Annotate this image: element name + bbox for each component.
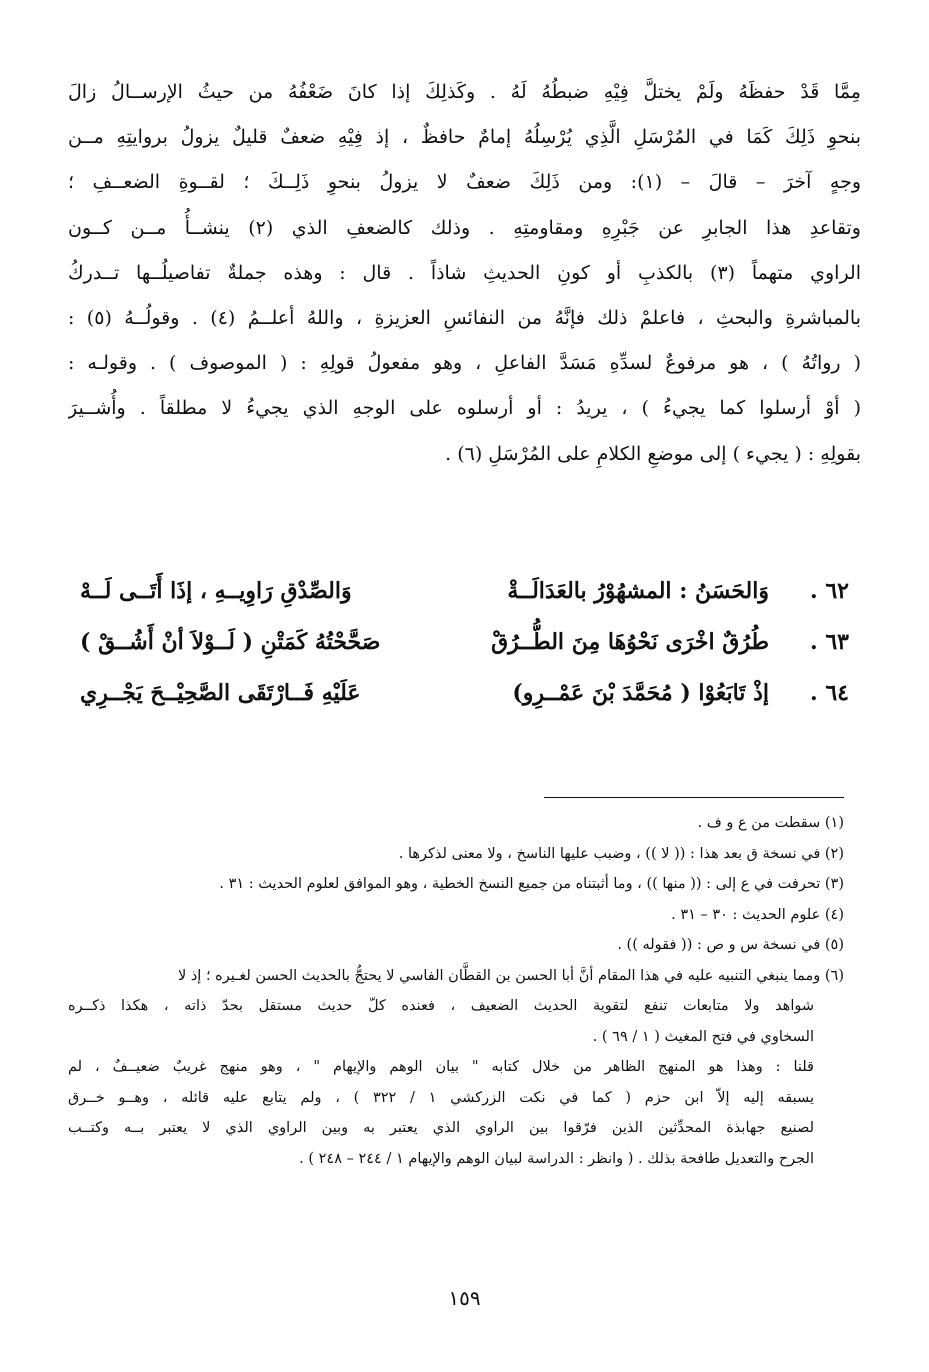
footnote-6-continuation: لصنيع جهابذة المحدِّثين الذين فرّقوا بين الراوي الذي يعتبر به وبين الراوي الذي لا يعتبر بــه وكتــب [68, 1120, 814, 1136]
text-line: بقولِهِ : ( يجيء ) إلى موضعِ الكلامِ على المُرْسَلِ (٦) . [445, 442, 861, 465]
verse-first-hemistich: طُرُقٌ اخْرَى نَحْوُهَا مِنَ الطُّــرُقْ [491, 629, 769, 655]
verse-64 [80, 668, 849, 719]
text-line: بالمباشرةِ والبحثِ ، فاعلمْ ذلك فإنَّهُ من النفائسِ العزيزةِ ، واللهُ أعلــمُ (٤) . وقولُــهُ (٥) : [68, 307, 861, 330]
page-number: ١٥٩ [448, 1286, 481, 1310]
footnote-divider [544, 797, 844, 798]
text-line: ( رواتُهُ ) ، هو مرفوعٌ لسدِّهِ مَسَدَّ الفاعلِ ، وهو مفعولُ قولِهِ : ( الموصوف ) . وقولـه : [68, 352, 861, 375]
footnote-6-continuation: الجرح والتعديل طافحة بذلك . ( وانظر : الدراسة لبيان الوهم والإيهام ١ / ٢٤٤ – ٢٤٨ ) . [299, 1150, 814, 1167]
footnote-6-continuation: السخاوي في فتح المغيث ( ١ / ٦٩ ) . [592, 1028, 814, 1045]
footnote-6-continuation: قلنا : وهذا هو المنهج الظاهر من خلال كتابه " بيان الوهم والإيهام " ، وهو منهج غريبٌ ضعيــفٌ ، لم [68, 1059, 814, 1075]
verse-number: ٦٢ . [810, 578, 849, 604]
commentary-text [68, 70, 861, 477]
text-line: وتقاعدِ هذا الجابرِ عن جَبْرِهِ ومقاومتِهِ . وذلك كالضعفِ الذي (٢) ينشــأُ مــن كــون [68, 216, 861, 239]
text-line: بنحوِ ذَلِكَ كَمَا في المُرْسَلِ الَّذِي يُرْسِلُهُ إمامٌ حافظٌ ، إذ فِيْهِ ضعفٌ قليلٌ يزولُ بروايتِهِ مــن [68, 126, 861, 149]
poem-verses [80, 566, 849, 719]
footnote-1: (١) سقطت من ع و ف . [697, 815, 844, 831]
text-line: ( أوْ أرسلوا كما يجيءُ ) ، يريدُ : أو أرسلوه على الوجهِ الذي يجيءُ لا مطلقاً . وأُشــيرَ [68, 397, 861, 420]
verse-62 [80, 566, 849, 617]
footnote-6-continuation: شواهد ولا متابعات تنفع لتقوية الحديث الضعيف ، فعنده كلّ حديث مستقل بحدّ ذاته ، هكذا ذكــره [68, 998, 814, 1014]
verse-second-hemistich: عَلَيْهِ فَــارْتَقَى الصَّحِيْــحَ يَجْــرِي [80, 680, 361, 706]
verse-63 [80, 617, 849, 668]
footnote-5: (٥) في نسخة س و ص : (( فقوله )) . [617, 937, 844, 953]
footnotes [68, 808, 844, 1174]
text-line: وجهٍ آخرَ – قالَ – (١): ومن ذَلِكَ ضعفٌ لا يزولُ بنحوِ ذَلِــكَ ؛ لقــوةِ الضعــفِ ؛ [68, 171, 861, 194]
footnote-2: (٢) في نسخة ق بعد هذا : (( لا )) ، وضبب عليها الناسخ ، ولا معنى لذكرها . [398, 845, 844, 862]
verse-second-hemistich: صَحَّحْتُهُ كَمَتْنِ ( لَــوْلاَ أنْ أَشُــقْ ) [80, 629, 381, 655]
footnote-6: (٦) ومما ينبغي التنبيه عليه في هذا المقام أنَّ أبا الحسن بن القطَّان الفاسي لا يحتجُّ بالحديث الحسن لغـيره ؛ إذ لا [177, 967, 844, 984]
footnote-6-continuation: يسبقه إليه إلاّ ابن حزم ( كما في نكت الزركشي ١ / ٣٢٢ ) ، ولم يتابع عليه قائله ، وهــو خــرق [68, 1089, 814, 1106]
footnote-4: (٤) علوم الحديث : ٣٠ – ٣١ . [671, 906, 844, 923]
verse-second-hemistich: وَالصِّدْقِ رَاوِيــهِ ، إذَا أَتَــى لَــهْ [80, 578, 352, 604]
verse-number: ٦٣ . [810, 629, 849, 655]
verse-first-hemistich: وَالحَسَنُ : المشهُوْرُ بالعَدَالَــةْ [507, 578, 769, 604]
text-line: مِمَّا قَدْ حفظَهُ ولَمْ يختلَّ فِيْهِ ضبطُهُ لَهُ . وكَذلِكَ إذا كانَ ضَعْفُهُ من حيثُ الإرســالُ زالَ [68, 81, 861, 103]
verse-number: ٦٤ . [810, 680, 849, 706]
footnote-3: (٣) تحرفت في ع إلى : (( منها )) ، وما أثبتناه من جميع النسخ الخطية ، وهو الموافق لعلوم الحديث : ٣١ . [219, 876, 844, 892]
verse-first-hemistich: إذْ تَابَعُوْا ( مُحَمَّدَ بْنَ عَمْــرِو) [512, 680, 769, 706]
text-line: الراوي متهماً (٣) بالكذبِ أو كونِ الحديثِ شاذاً . قال : وهذه جملةٌ تفاصيلُــها تــدركُ [68, 261, 861, 284]
